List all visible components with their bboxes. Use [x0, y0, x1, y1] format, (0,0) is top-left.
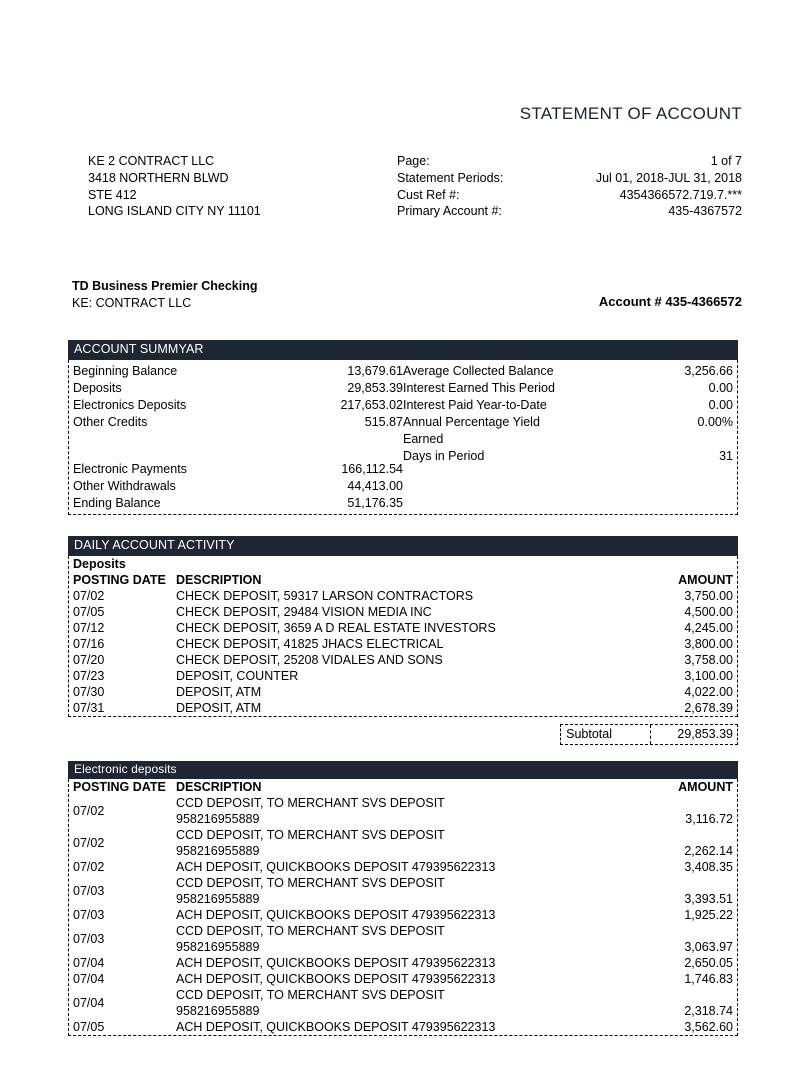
- summary-row: [403, 397, 733, 414]
- amount-spacer: [637, 987, 733, 1003]
- row-amount-cell: [637, 795, 737, 827]
- meta-value: 435-4367572: [668, 204, 742, 219]
- row-date: 07/02: [73, 836, 105, 850]
- row-date: 07/04: [73, 972, 105, 986]
- summary-label: Beginning Balance: [73, 364, 178, 378]
- row-date: 07/03: [73, 908, 105, 922]
- row-description: [173, 827, 637, 859]
- summary-label: Interest Paid Year-to-Date: [403, 398, 547, 412]
- col-header-amount: AMOUNT: [678, 780, 733, 794]
- account-title-block: [72, 278, 742, 311]
- daily-activity-section: [68, 536, 738, 745]
- row-amount-cell: [637, 923, 737, 955]
- row-date: 07/04: [73, 956, 105, 970]
- row-amount: 3,100.00: [684, 669, 733, 683]
- row-description-line-2: 958216955889: [176, 940, 260, 954]
- row-date: 07/03: [73, 884, 105, 898]
- daily-activity-header: DAILY ACCOUNT ACTIVITY: [68, 536, 738, 556]
- summary-value: 51,176.35: [347, 496, 403, 510]
- summary-value: 3,256.66: [684, 364, 733, 378]
- row-amount: 1,746.83: [684, 972, 733, 986]
- table-row: [69, 955, 737, 971]
- subtotal-label: Subtotal: [561, 725, 651, 744]
- table-row: [69, 588, 737, 604]
- summary-value: 217,653.02: [340, 398, 403, 412]
- row-amount: 3,800.00: [684, 637, 733, 651]
- electronic-deposits-header: Electronic deposits: [68, 761, 738, 779]
- row-date: 07/02: [73, 589, 105, 603]
- deposits-subheader-row: [69, 556, 737, 572]
- table-row: [69, 604, 737, 620]
- row-amount: 3,758.00: [684, 653, 733, 667]
- row-date: 07/05: [73, 1020, 105, 1034]
- row-date: 07/31: [73, 701, 105, 715]
- row-description-line-1: CCD DEPOSIT, TO MERCHANT SVS DEPOSIT: [176, 924, 445, 938]
- row-description: [173, 875, 637, 907]
- row-amount: 3,562.60: [684, 1020, 733, 1034]
- row-amount: 3,116.72: [685, 812, 733, 826]
- summary-label: Average Collected Balance: [403, 364, 554, 378]
- row-description: CHECK DEPOSIT, 29484 VISION MEDIA INC: [176, 605, 432, 619]
- amount-spacer: [637, 875, 733, 891]
- col-header-description: DESCRIPTION: [176, 573, 262, 587]
- table-row: [69, 875, 737, 907]
- row-date: 07/02: [73, 804, 105, 818]
- page-title: STATEMENT OF ACCOUNT: [519, 104, 742, 123]
- row-date: 07/04: [73, 996, 105, 1010]
- deposits-subtotal-wrap: [68, 724, 738, 745]
- summary-label: Days in Period: [403, 449, 485, 463]
- holder-address-line-1: 3418 NORTHERN BLWD: [88, 170, 229, 185]
- holder-name: KE 2 CONTRACT LLC: [88, 154, 215, 168]
- summary-label: Other Credits: [73, 415, 148, 429]
- deposits-table: [69, 556, 737, 716]
- meta-row: [397, 153, 742, 170]
- table-row: [69, 907, 737, 923]
- row-description-line-2: 958216955889: [176, 1004, 260, 1018]
- table-row: [69, 636, 737, 652]
- row-description: [173, 795, 637, 827]
- statement-header: [88, 153, 742, 220]
- row-description: DEPOSIT, COUNTER: [176, 669, 299, 683]
- row-date: 07/02: [73, 860, 105, 874]
- row-amount: 2,678.39: [684, 701, 733, 715]
- summary-row: [73, 414, 403, 431]
- row-amount: 4,500.00: [684, 605, 733, 619]
- row-description: CHECK DEPOSIT, 59317 LARSON CONTRACTORS: [176, 589, 474, 603]
- summary-value: 515.87: [364, 415, 403, 429]
- holder-address-line-2: STE 412: [88, 187, 137, 202]
- summary-value: 44,413.00: [347, 479, 403, 493]
- summary-value: 0.00: [708, 381, 733, 395]
- summary-value: 13,679.61: [347, 364, 403, 378]
- row-description: CHECK DEPOSIT, 3659 A D REAL ESTATE INVESTORS: [176, 621, 496, 635]
- product-name: TD Business Premier Checking: [72, 279, 258, 293]
- table-row: [69, 684, 737, 700]
- row-description-line-1: CCD DEPOSIT, TO MERCHANT SVS DEPOSIT: [176, 828, 445, 842]
- summary-value: 29,853.39: [347, 381, 403, 395]
- summary-row: [403, 363, 733, 380]
- summary-label: Interest Earned This Period: [403, 381, 555, 395]
- row-description: CHECK DEPOSIT, 25208 VIDALES AND SONS: [176, 653, 443, 667]
- row-description: ACH DEPOSIT, QUICKBOOKS DEPOSIT 479395622313: [176, 956, 496, 970]
- row-amount: 3,063.97: [684, 940, 733, 954]
- table-row: [69, 859, 737, 875]
- deposits-table-box: [68, 556, 738, 717]
- row-amount: 2,318.74: [684, 1004, 733, 1018]
- electronic-column-header-row: [69, 779, 737, 795]
- account-summary-body: [68, 360, 738, 515]
- summary-row: [403, 380, 733, 397]
- meta-row: [397, 187, 742, 204]
- col-header-posting-date: POSTING DATE: [73, 573, 166, 587]
- summary-row: [403, 448, 733, 465]
- row-amount: 3,393.51: [684, 892, 733, 906]
- meta-label: Primary Account #:: [397, 204, 502, 219]
- row-date: 07/30: [73, 685, 105, 699]
- table-row: [69, 923, 737, 955]
- meta-label: Statement Periods:: [397, 170, 504, 185]
- account-holder-label: KE: CONTRACT LLC: [72, 295, 192, 310]
- deposits-column-header-row: [69, 572, 737, 588]
- row-amount: 4,022.00: [684, 685, 733, 699]
- table-row: [69, 1019, 737, 1035]
- row-description-line-1: CCD DEPOSIT, TO MERCHANT SVS DEPOSIT: [176, 988, 445, 1002]
- electronic-deposits-section: [68, 761, 738, 1036]
- summary-value: 0.00: [708, 398, 733, 412]
- deposits-subheader: Deposits: [73, 557, 126, 571]
- row-amount-cell: [637, 827, 737, 859]
- row-description-line-1: CCD DEPOSIT, TO MERCHANT SVS DEPOSIT: [176, 876, 445, 890]
- summary-label: Electronics Deposits: [73, 398, 187, 412]
- table-row: [69, 795, 737, 827]
- summary-row: [73, 495, 403, 512]
- meta-row: [397, 170, 742, 187]
- summary-label-continuation: Earned: [403, 432, 444, 446]
- col-header-posting-date: POSTING DATE: [73, 780, 166, 794]
- subtotal-value: 29,853.39: [677, 727, 733, 741]
- col-header-description: DESCRIPTION: [176, 780, 262, 794]
- summary-right-column: [403, 363, 733, 512]
- row-description: ACH DEPOSIT, QUICKBOOKS DEPOSIT 479395622313: [176, 908, 496, 922]
- row-description: DEPOSIT, ATM: [176, 685, 262, 699]
- summary-row: [73, 363, 403, 380]
- deposits-subtotal-box: [560, 724, 738, 745]
- table-row: [69, 987, 737, 1019]
- table-row: [69, 971, 737, 987]
- row-amount: 2,650.05: [684, 956, 733, 970]
- row-amount: 3,750.00: [684, 589, 733, 603]
- summary-row: [403, 414, 733, 431]
- row-date: 07/12: [73, 621, 105, 635]
- table-row: [69, 700, 737, 716]
- meta-value: Jul 01, 2018-JUL 31, 2018: [595, 170, 742, 185]
- meta-row: [397, 203, 742, 220]
- table-row: [69, 668, 737, 684]
- meta-value: 1 of 7: [710, 154, 742, 168]
- summary-value: 0.00%: [697, 415, 733, 429]
- row-amount: 4,245.00: [684, 621, 733, 635]
- summary-row: [73, 461, 403, 478]
- row-description-line-2: 958216955889: [176, 892, 260, 906]
- row-description: CHECK DEPOSIT, 41825 JHACS ELECTRICAL: [176, 637, 444, 651]
- account-summary-section: [68, 340, 738, 515]
- summary-value: 166,112.54: [341, 462, 403, 476]
- row-date: 07/05: [73, 605, 105, 619]
- summary-spacer: [73, 431, 403, 461]
- row-description: ACH DEPOSIT, QUICKBOOKS DEPOSIT 479395622313: [176, 860, 496, 874]
- row-description-line-2: 958216955889: [176, 812, 260, 826]
- account-summary-header: ACCOUNT SUMMYAR: [68, 340, 738, 360]
- meta-label: Page:: [397, 154, 430, 168]
- summary-label: Deposits: [73, 381, 122, 395]
- meta-label: Cust Ref #:: [397, 187, 460, 202]
- summary-row: [73, 397, 403, 414]
- amount-spacer: [637, 923, 733, 939]
- summary-value: 31: [719, 449, 733, 463]
- account-holder-address: [88, 153, 261, 220]
- row-description: ACH DEPOSIT, QUICKBOOKS DEPOSIT 479395622313: [176, 1020, 496, 1034]
- row-description: ACH DEPOSIT, QUICKBOOKS DEPOSIT 479395622313: [176, 972, 496, 986]
- holder-address-line-3: LONG ISLAND CITY NY 11101: [88, 204, 261, 219]
- summary-left-column: [73, 363, 403, 512]
- row-amount-cell: [637, 987, 737, 1019]
- summary-row: [73, 478, 403, 495]
- summary-label: Electronic Payments: [73, 462, 187, 476]
- row-description-line-2: 958216955889: [176, 844, 260, 858]
- amount-spacer: [637, 795, 733, 811]
- row-amount-cell: [637, 875, 737, 907]
- electronic-deposits-table-box: [68, 779, 738, 1036]
- row-amount: 1,925.22: [684, 908, 733, 922]
- table-row: [69, 620, 737, 636]
- row-amount: 2,262.14: [684, 844, 733, 858]
- row-date: 07/03: [73, 932, 105, 946]
- summary-row: [73, 380, 403, 397]
- summary-label: Annual Percentage Yield: [403, 415, 540, 429]
- row-description-line-1: CCD DEPOSIT, TO MERCHANT SVS DEPOSIT: [176, 796, 445, 810]
- table-row: [69, 827, 737, 859]
- amount-spacer: [637, 827, 733, 843]
- row-description: [173, 923, 637, 955]
- statement-meta-list: [397, 153, 742, 220]
- summary-label: Ending Balance: [73, 496, 161, 510]
- account-product-block: [72, 278, 257, 311]
- account-number: Account # 435-4366572: [598, 294, 742, 309]
- electronic-deposits-table: [69, 779, 737, 1035]
- meta-value: 4354366572.719.7.***: [619, 187, 742, 202]
- table-row: [69, 652, 737, 668]
- row-date: 07/16: [73, 637, 105, 651]
- row-description: DEPOSIT, ATM: [176, 701, 262, 715]
- col-header-amount: AMOUNT: [678, 573, 733, 587]
- row-date: 07/23: [73, 669, 105, 683]
- row-amount: 3,408.35: [684, 860, 733, 874]
- summary-label: Other Withdrawals: [73, 479, 176, 493]
- row-description: [173, 987, 637, 1019]
- row-date: 07/20: [73, 653, 105, 667]
